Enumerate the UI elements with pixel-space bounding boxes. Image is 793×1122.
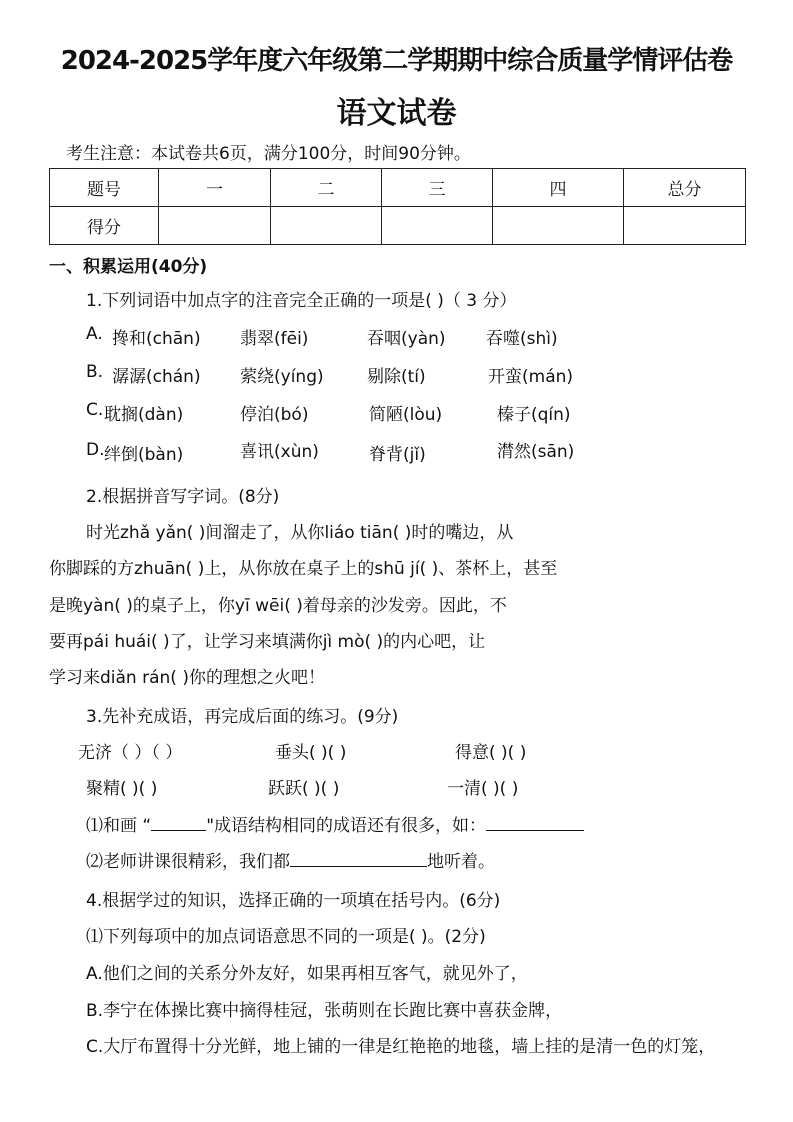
answer-underline[interactable] (151, 816, 206, 831)
q3-sub-2-text: 地听着。 (427, 852, 495, 872)
q1-option-c-word-1: 耽搁(dàn) (104, 405, 184, 425)
score-table-cell: 四 (493, 169, 624, 207)
score-table-cell: 二 (271, 169, 382, 207)
q1-option-d-label: D. (86, 440, 105, 460)
answer-underline[interactable] (290, 852, 427, 867)
q2-passage-line: 你脚踩的方zhuān( )上，从你放在桌子上的shū jí( )、茶杯上，甚至 (49, 559, 558, 579)
q2-passage-line: 是晚yàn( )的桌子上，你yī wēi( )着母亲的沙发旁。因此，不 (49, 596, 507, 616)
section-heading: 一、积累运用(40分) (49, 257, 208, 277)
q4-option-c: C.大厅布置得十分光鲜，地上铺的一律是红艳艳的地毯，墙上挂的是清一色的灯笼， (86, 1037, 716, 1057)
q1-option-d-word-4: 潸然(sān) (497, 442, 575, 462)
q1-option-b-word-1: 潺潺(chán) (112, 367, 201, 387)
score-input-cell (271, 207, 382, 245)
q3-sub-question-2 (86, 847, 495, 872)
score-input-cell (159, 207, 271, 245)
score-input-cell (493, 207, 624, 245)
exam-subject-title: 语文试卷 (336, 96, 457, 131)
q1-option-a-word-3: 吞咽(yàn) (367, 329, 446, 349)
q3-idiom-blank: 跃跃( )( ) (268, 779, 340, 799)
q4-option-a: A.他们之间的关系分外友好，如果再相互客气，就见外了， (86, 964, 528, 984)
q2-passage-line: 要再pái huái( )了，让学习来填满你jì mò( )的内心吧，让 (49, 632, 486, 652)
q1-option-c-label: C. (86, 400, 104, 420)
q1-option-b-word-2: 萦绕(yíng) (240, 367, 324, 387)
q3-sub-question-1 (86, 811, 584, 836)
score-table (49, 168, 746, 245)
score-table-cell: 得分 (50, 207, 159, 245)
q3-sub-1-text: "成语结构相同的成语还有很多，如： (206, 816, 487, 836)
q1-option-c-word-3: 简陋(lòu) (369, 405, 443, 425)
question-2-stem: 2.根据拼音写字词。(8分) (86, 487, 280, 507)
q1-option-a-word-1: 搀和(chān) (112, 329, 201, 349)
q2-passage-line: 学习来diǎn rán( )你的理想之火吧！ (49, 668, 325, 688)
q3-idiom-blank: 得意( )( ) (455, 743, 527, 763)
exam-title: 2024-2025学年度六年级第二学期期中综合质量学情评估卷 (60, 46, 733, 76)
answer-underline[interactable] (486, 816, 584, 831)
q3-idiom-blank: 一清( )( ) (447, 779, 519, 799)
q3-idiom-blank: 垂头( )( ) (275, 743, 347, 763)
score-input-cell (624, 207, 746, 245)
q1-option-d-word-3: 脊背(jǐ) (369, 445, 426, 465)
score-input-cell (382, 207, 493, 245)
q1-option-c-word-4: 榛子(qín) (497, 405, 571, 425)
q4-sub-question-1: ⑴下列每项中的加点词语意思不同的一项是( )。(2分) (86, 927, 486, 947)
q2-passage-line: 时光zhǎ yǎn( )间溜走了，从你liáo tiān( )时的嘴边，从 (86, 523, 514, 543)
q1-option-c-word-2: 停泊(bó) (240, 405, 309, 425)
q1-option-d-word-2: 喜讯(xùn) (240, 442, 319, 462)
score-table-cell: 三 (382, 169, 493, 207)
question-4-stem: 4.根据学过的知识，选择正确的一项填在括号内。(6分) (86, 891, 501, 911)
q1-option-b-word-4: 开蛮(mán) (488, 367, 574, 387)
q1-option-d-word-1: 绊倒(bàn) (104, 445, 184, 465)
score-table-score-row (50, 207, 746, 245)
q4-option-b: B.李宁在体操比赛中摘得桂冠，张萌则在长跑比赛中喜获金牌， (86, 1001, 563, 1021)
q3-sub-1-text: ⑴和画 “ (86, 816, 152, 836)
score-table-cell: 总分 (624, 169, 746, 207)
q1-option-a-word-4: 吞噬(shì) (486, 329, 558, 349)
score-table-cell: 题号 (50, 169, 159, 207)
q3-idiom-blank: 聚精( )( ) (86, 779, 158, 799)
question-3-stem: 3.先补充成语，再完成后面的练习。(9分) (86, 707, 399, 727)
question-1-stem: 1.下列词语中加点字的注音完全正确的一项是( )（ 3 分） (86, 291, 517, 311)
q1-option-b-label: B. (86, 362, 104, 382)
q1-option-b-word-3: 剔除(tí) (367, 367, 426, 387)
q1-option-a-label: A. (86, 324, 103, 344)
q1-option-a-word-2: 翡翠(fēi) (240, 329, 309, 349)
q3-sub-2-text: ⑵老师讲课很精彩，我们都 (86, 852, 290, 872)
score-table-cell: 一 (159, 169, 271, 207)
q3-idiom-blank: 无济（ ）（ ） (78, 743, 183, 763)
exam-notice: 考生注意：本试卷共6页，满分100分，时间90分钟。 (66, 144, 471, 164)
score-table-header-row (50, 169, 746, 207)
